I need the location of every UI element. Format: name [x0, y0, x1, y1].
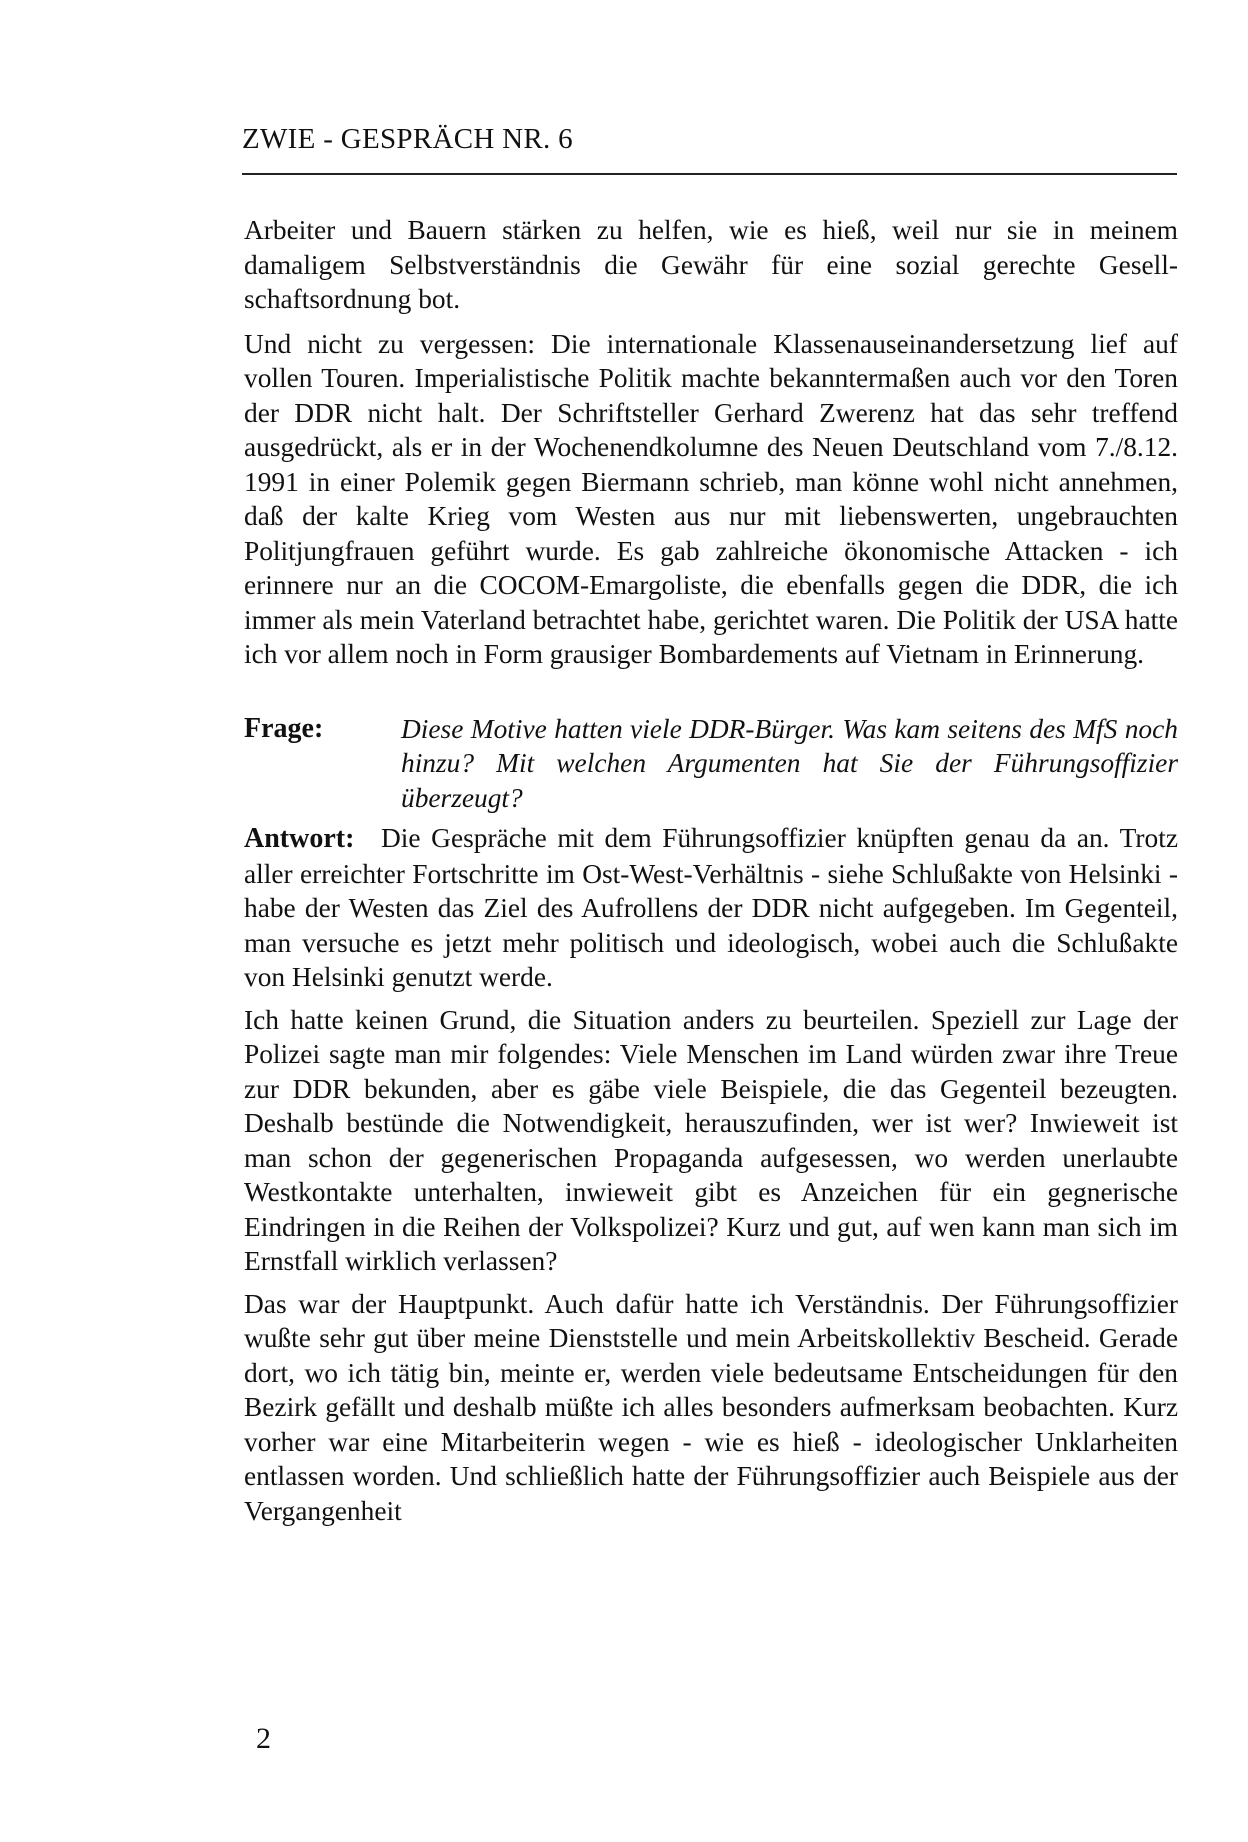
- answer-block: [244, 821, 1178, 995]
- question-label: Frage:: [244, 712, 324, 744]
- question-text: Diese Motive hatten viele DDR-Bürger. Was kam seitens des MfS noch hinzu? Mit welchen Argumenten hat Sie der Führungsoffizier überzeugt?: [401, 713, 1178, 813]
- paragraph-2: Und nicht zu vergessen: Die internationale Klassenauseinandersetzung lief auf vollen Touren. Imperialistische Politik machte bekanntermaßen auch vor den Toren der DDR nicht halt. Der Schriftsteller Gerhard Zwerenz hat das sehr treffend ausgedrückt, als er in der Wochenendkolumne des Neuen Deutschland vom 7./8.12. 1991 in einer Polemik gegen Biermann schrieb, man könne wohl nicht annehmen, daß der kalte Krieg vom Westen aus nur mit liebenswerten, ungebrauchten Politjungfrauen geführt wurde. Es gab zahlreiche ökonomische Attacken - ich erinnere nur an die COCOM-Emargoliste, die ebenfalls gegen die DDR, die ich immer als mein Vaterland betrachtet habe, gerichtet waren. Die Politik der USA hatte ich vor allem noch in Form grausiger Bombardements auf Vietnam in Erinnerung.: [244, 328, 1178, 669]
- paragraph-3: Ich hatte keinen Grund, die Situation anders zu beurteilen. Speziell zur Lage der Polizei sagte man mir folgendes: Viele Menschen im Land würden zwar ihre Treue zur DDR bekunden, aber es gäbe viele Beispiele, die das Gegenteil bezeugten. Deshalb bestünde die Notwendigkeit, herauszufinden, wer ist wer? Inwieweit ist man schon der gegenerischen Propaganda aufgesessen, wo werden unerlaubte Westkontakte unterhalten, inwieweit gibt es Anzeichen für ein gegnerische Eindringen in die Reihen der Volkspolizei? Kurz und gut, auf wen kann man sich im Ernstfall wirklich verlassen?: [244, 1004, 1178, 1276]
- body-text: [244, 213, 1178, 1536]
- paragraph-4: Das war der Hauptpunkt. Auch dafür hatte ich Verständnis. Der Führungsoffizier wußte sehr gut über meine Dienststelle und mein Arbeitskollektiv Bescheid. Gerade dort, wo ich tätig bin, meinte er, werden viele bedeutsame Entscheidungen für den Bezirk gefällt und deshalb müßte ich alles besonders aufmerksam beobachten. Kurz vorher war eine Mitarbeiterin wegen - wie es hieß - ideologischer Unklarheiten entlassen worden. Und schließlich hatte der Führungsoffizier auch Beispiele aus der Vergangenheit: [244, 1288, 1178, 1526]
- running-title: ZWIE - GESPRÄCH NR. 6: [242, 123, 573, 155]
- paragraph-1: Arbeiter und Bauern stärken zu helfen, wie es hieß, weil nur sie in meinem damaligem Selbstverständnis die Gewähr für eine sozial gerechte Gesellschaftsordnung bot.: [244, 215, 1178, 314]
- header-rule: [242, 173, 1177, 175]
- question-block: [244, 712, 1178, 816]
- page-number: 2: [256, 1722, 271, 1755]
- answer-label: Antwort:: [244, 823, 355, 854]
- answer-text: Die Gespräche mit dem Führungsoffizier knüpften genau da an. Trotz aller erreichter Fortschritte im Ost-West-Verhältnis - siehe Schlußakte von Helsinki - habe der Westen das Ziel des Aufrollens der DDR nicht aufgegeben. Im Gegenteil, man versuche es jetzt mehr politisch und ideologisch, wobei auch die Schlußakte von Helsinki genutzt werde.: [244, 823, 1178, 992]
